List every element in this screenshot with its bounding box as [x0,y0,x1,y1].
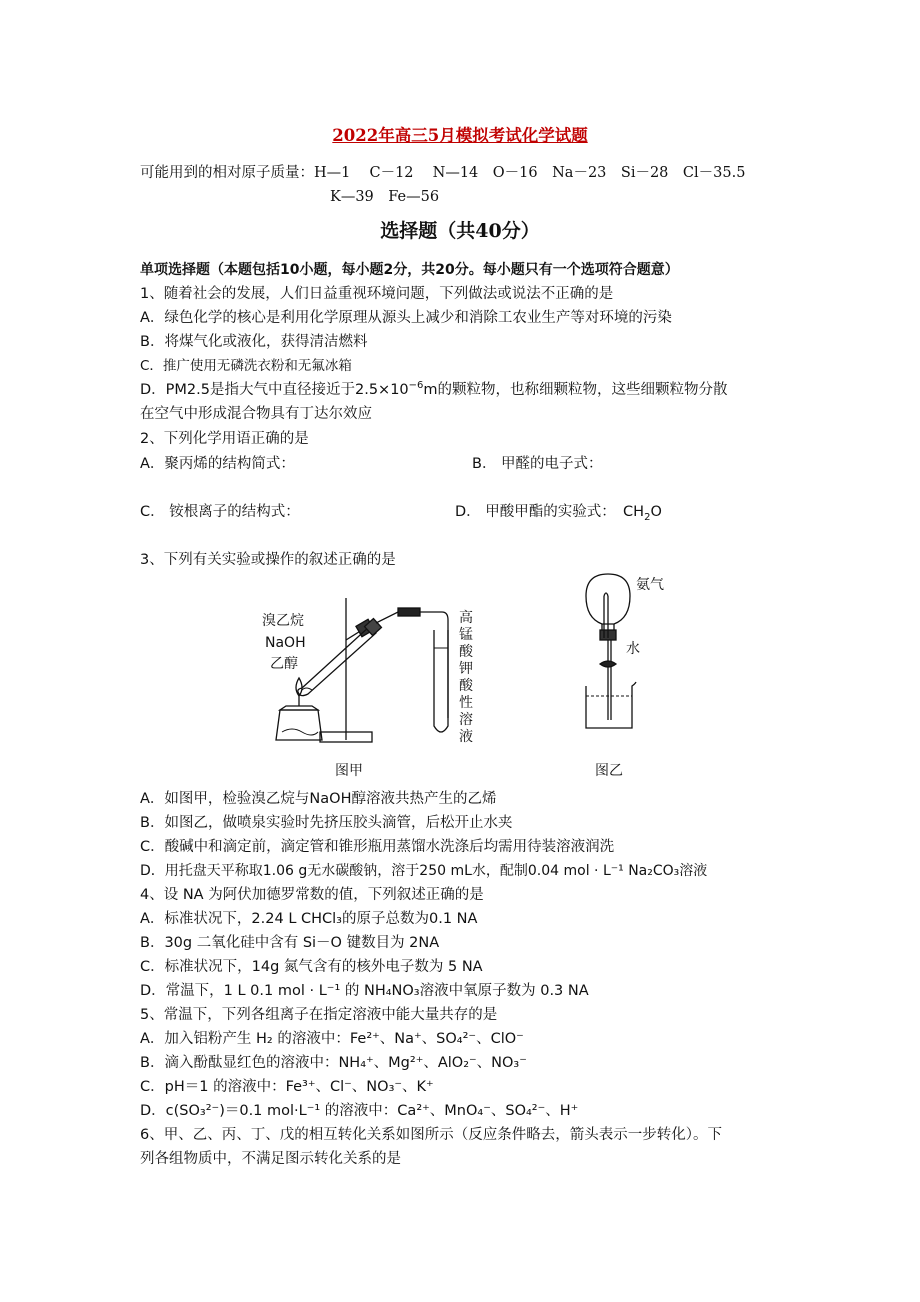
fig-jia-label-reagent3: 乙醇 [270,656,298,672]
q2-option-d-pre: D． 甲酸甲酯的实验式： CH [455,504,645,520]
fig-yi-water-label: 水 [626,641,640,657]
fig-jia-label-reagent2: NaOH [265,635,306,651]
q4-option-c: C．标准状况下，14g 氮气含有的核外电子数为 5 NA [140,959,483,975]
q2-option-d-sub: 2 [644,511,651,523]
q2-option-d-post: O [650,504,662,520]
q1-option-c: C．推广使用无磷洗衣粉和无氟冰箱 [140,358,352,374]
atomic-masses-line2: K—39 Fe—56 [330,189,440,205]
fig-yi-apparatus [580,568,640,736]
q2-option-c: C． 铵根离子的结构式： [140,504,300,520]
reaction-tube [298,626,376,696]
fig-jia-apparatus [262,590,482,755]
fig-jia-tube-label: 高锰酸钾酸性溶液 [459,610,473,745]
q1-option-a: A．绿色化学的核心是利用化学原理从源头上减少和消除工农业生产等对环境的污染 [140,310,672,326]
q5-option-a: A．加入铝粉产生 H₂ 的溶液中：Fe²⁺、Na⁺、SO₄²⁻、ClO⁻ [140,1031,524,1047]
q5-option-d: D．c(SO₃²⁻)＝0.1 mol·L⁻¹ 的溶液中：Ca²⁺、MnO₄⁻、SO₄²⁻、H⁺ [140,1103,579,1119]
exam-title: 2022年高三5月模拟考试化学试题 [332,126,588,145]
q1-option-d-line2: 在空气中形成混合物具有丁达尔效应 [140,406,372,422]
q2-stem: 2、下列化学用语正确的是 [140,431,309,447]
q1-option-d [140,381,728,399]
fig-jia-label-reagent1: 溴乙烷 [262,613,304,629]
q1-option-d-pre: D．PM2.5是指大气中直径接近于2.5×10 [140,382,409,398]
q5-option-b: B．滴入酚酞显红色的溶液中：NH₄⁺、Mg²⁺、AlO₂⁻、NO₃⁻ [140,1055,527,1071]
q1-stem: 1、随着社会的发展，人们日益重视环境问题，下列做法或说法不正确的是 [140,286,614,302]
q3-option-d: D．用托盘天平称取1.06 g无水碳酸钠，溶于250 mL水，配制0.04 mol · L⁻¹ Na₂CO₃溶液 [140,863,708,879]
fig-yi-caption: 图乙 [595,763,623,779]
q5-stem: 5、常温下，下列各组离子在指定溶液中能大量共存的是 [140,1007,498,1023]
q4-option-a: A．标准状况下，2.24 L CHCl₃的原子总数为0.1 NA [140,911,478,927]
q4-stem: 4、设 NA 为阿伏加德罗常数的值，下列叙述正确的是 [140,887,484,903]
q1-option-d-exp: −6 [408,380,424,392]
pinch-clamp [600,661,616,667]
q6-stem-line1: 6、甲、乙、丙、丁、戊的相互转化关系如图所示（反应条件略去，箭头表示一步转化）。下 [140,1127,722,1143]
q3-option-c: C．酸碱中和滴定前，滴定管和锥形瓶用蒸馏水洗涤后均需用待装溶液润洗 [140,839,615,855]
q4-option-d: D．常温下，1 L 0.1 mol · L⁻¹ 的 NH₄NO₃溶液中氧原子数为 0.3 NA [140,983,589,999]
q3-stem: 3、下列有关实验或操作的叙述正确的是 [140,552,396,568]
q4-option-b: B．30g 二氧化硅中含有 Si－O 键数目为 2NA [140,935,440,951]
fig-yi-gas-label: 氨气 [636,577,664,593]
alcohol-lamp [276,710,322,740]
q5-option-c: C．pH＝1 的溶液中：Fe³⁺、Cl⁻、NO₃⁻、K⁺ [140,1079,434,1095]
q6-stem-line2: 列各组物质中，不满足图示转化关系的是 [140,1151,401,1167]
delivery-tube-down [442,612,448,718]
atomic-masses-line1: 可能用到的相对原子质量：H—1 C－12 N—14 O－16 Na－23 Si－28 Cl－35.5 [140,165,746,181]
q3-option-b: B．如图乙，做喷泉实验时先挤压胶头滴管，后松开止水夹 [140,815,513,831]
fig-jia-caption: 图甲 [335,763,363,779]
q1-option-d-post: m的颗粒物，也称细颗粒物，这些细颗粒物分散 [423,382,728,398]
q2-option-d [455,503,662,521]
rubber-hose [398,608,420,616]
q2-option-b: B． 甲醛的电子式： [472,456,603,472]
section-title: 选择题（共40分） [380,220,540,242]
receiving-tube [434,630,448,732]
q3-option-a: A．如图甲，检验溴乙烷与NaOH醇溶液共热产生的乙烯 [140,791,497,807]
section-instructions: 单项选择题（本题包括10小题，每小题2分，共20分。每小题只有一个选项符合题意） [140,262,679,278]
q1-option-b: B．将煤气化或液化，获得清洁燃料 [140,334,368,350]
q2-option-a: A．聚丙烯的结构简式： [140,456,295,472]
